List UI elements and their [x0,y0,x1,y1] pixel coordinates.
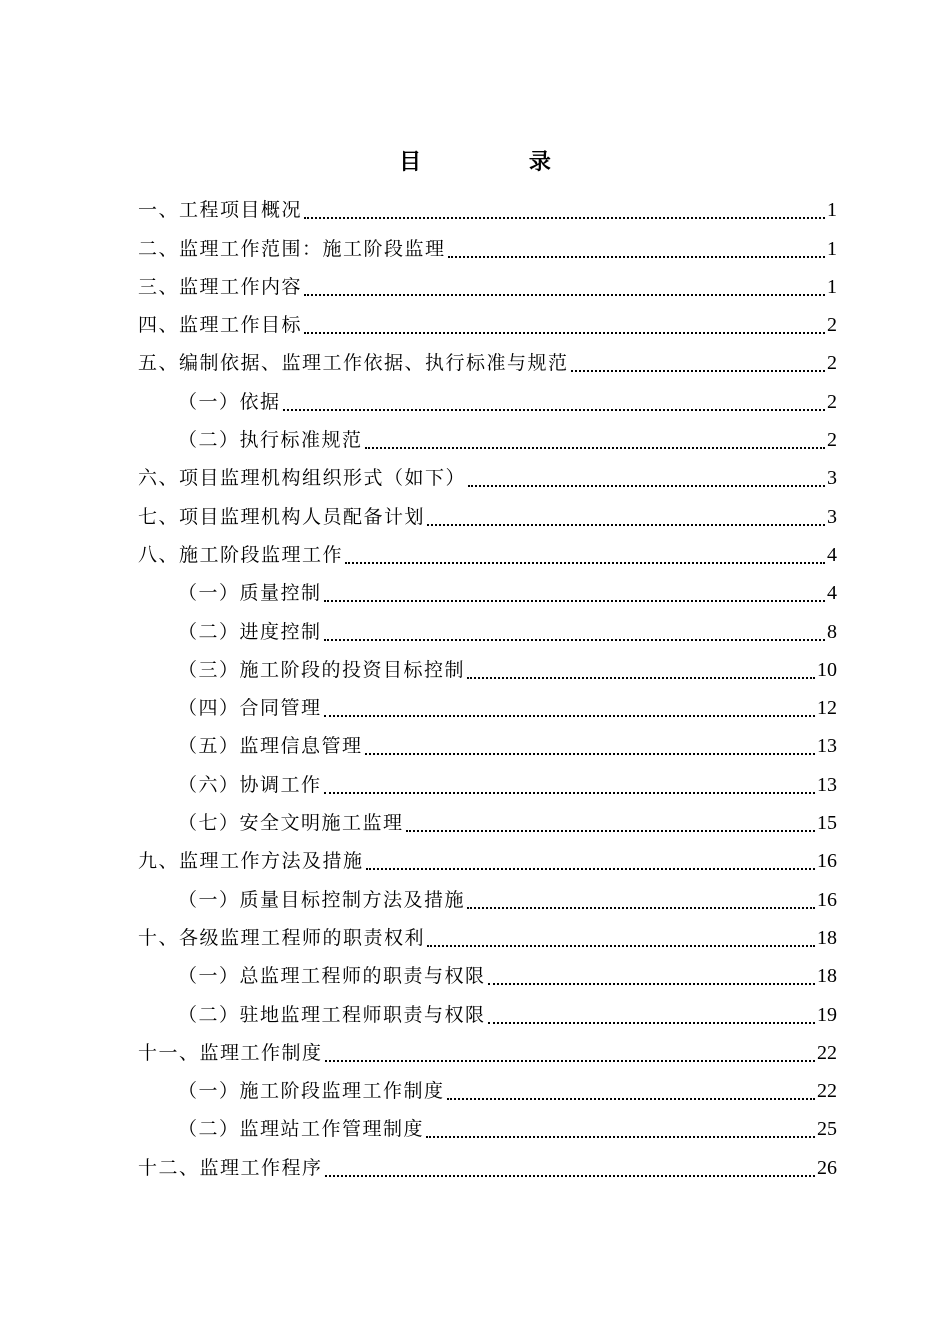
toc-entry-text: 一、工程项目概况 [138,199,303,222]
toc-entry-page: 10 [817,658,837,681]
toc-leader-dots [345,562,825,564]
toc-entry-page: 19 [817,1003,837,1026]
toc-entry-text: （四）合同管理 [178,697,322,720]
toc-entry-text: 十二、监理工作程序 [138,1156,323,1179]
toc-entry-text: （七）安全文明施工监理 [178,812,404,835]
toc-leader-dots [467,677,815,679]
toc-entry-text: （六）协调工作 [178,773,322,796]
toc-entry-text: 十、各级监理工程师的职责权利 [138,926,426,949]
toc-entry-page: 2 [827,314,837,337]
toc-entry-page: 13 [817,735,837,758]
toc-entry-page: 22 [817,1041,837,1064]
toc-entry-text: （二）驻地监理工程师职责与权限 [178,1003,486,1026]
toc-subentry[interactable] [138,574,837,612]
toc-subentry[interactable] [138,651,837,689]
toc-leader-dots [283,409,825,411]
toc-entry-text: （一）施工阶段监理工作制度 [178,1080,445,1103]
toc-entry-page: 18 [817,926,837,949]
toc-entry[interactable] [138,459,837,497]
toc-entry-text: （五）监理信息管理 [178,735,363,758]
toc-subentry[interactable] [138,421,837,459]
toc-entry-page: 16 [817,850,837,873]
toc-subentry[interactable] [138,957,837,995]
toc-leader-dots [304,217,825,219]
toc-entry-text: 六、项目监理机构组织形式（如下） [138,467,467,490]
toc-entry-text: 四、监理工作目标 [138,314,303,337]
toc-entry-text: （三）施工阶段的投资目标控制 [178,658,466,681]
toc-entry-text: 三、监理工作内容 [138,275,303,298]
toc-entry-page: 1 [827,237,837,260]
toc-entry-page: 8 [827,620,837,643]
toc-leader-dots [365,753,815,755]
toc-entry-page: 2 [827,352,837,375]
toc-entry[interactable] [138,344,837,382]
toc-entry-page: 2 [827,390,837,413]
toc-entry-page: 1 [827,199,837,222]
toc-leader-dots [447,1098,815,1100]
toc-entry-text: 五、编制依据、监理工作依据、执行标准与规范 [138,352,569,375]
toc-leader-dots [467,907,815,909]
toc-leader-dots [304,294,825,296]
toc-subentry[interactable] [138,804,837,842]
toc-subentry[interactable] [138,880,837,918]
toc-entry-text: 七、项目监理机构人员配备计划 [138,505,426,528]
toc-leader-dots [448,256,825,258]
toc-entry-text: 九、监理工作方法及措施 [138,850,364,873]
toc-subentry[interactable] [138,612,837,650]
toc-leader-dots [571,370,825,372]
toc-entry-page: 18 [817,965,837,988]
toc-entry-text: （一）质量目标控制方法及措施 [178,888,466,911]
toc-subentry[interactable] [138,1072,837,1110]
toc-entry[interactable] [138,191,837,229]
toc-entry-page: 4 [827,543,837,566]
toc-entry[interactable] [138,268,837,306]
toc-leader-dots [406,830,815,832]
toc-entry-page: 26 [817,1156,837,1179]
toc-subentry[interactable] [138,689,837,727]
toc-leader-dots [325,1175,815,1177]
toc-entry-text: 八、施工阶段监理工作 [138,543,344,566]
toc-entry-page: 16 [817,888,837,911]
toc-entry-page: 4 [827,582,837,605]
toc-leader-dots [304,332,825,334]
table-of-contents [138,191,837,1187]
toc-entry-page: 15 [817,812,837,835]
toc-leader-dots [427,524,825,526]
toc-entry-text: 二、监理工作范围：施工阶段监理 [138,237,446,260]
toc-leader-dots [366,868,815,870]
toc-entry-text: （一）总监理工程师的职责与权限 [178,965,486,988]
toc-entry-page: 22 [817,1080,837,1103]
toc-entry-text: （一）质量控制 [178,582,322,605]
toc-leader-dots [488,1022,815,1024]
toc-leader-dots [468,485,825,487]
toc-entry-text: （一）依据 [178,390,281,413]
toc-subentry[interactable] [138,727,837,765]
toc-entry-page: 3 [827,467,837,490]
toc-subentry[interactable] [138,995,837,1033]
toc-leader-dots [324,715,815,717]
toc-entry-text: （二）监理站工作管理制度 [178,1118,425,1141]
toc-entry[interactable] [138,1034,837,1072]
toc-entry[interactable] [138,1148,837,1186]
toc-leader-dots [324,792,815,794]
toc-leader-dots [488,983,815,985]
toc-entry-page: 25 [817,1118,837,1141]
toc-entry-text: 十一、监理工作制度 [138,1041,323,1064]
toc-subentry[interactable] [138,765,837,803]
toc-entry-text: （二）进度控制 [178,620,322,643]
toc-entry[interactable] [138,842,837,880]
toc-leader-dots [365,447,825,449]
toc-entry-page: 3 [827,505,837,528]
toc-leader-dots [324,639,825,641]
toc-entry-page: 1 [827,275,837,298]
toc-entry-page: 12 [817,697,837,720]
toc-entry-page: 2 [827,429,837,452]
toc-entry-page: 13 [817,773,837,796]
toc-leader-dots [427,945,815,947]
toc-entry-text: （二）执行标准规范 [178,429,363,452]
toc-entry[interactable] [138,919,837,957]
toc-subentry[interactable] [138,382,837,420]
toc-title: 目 录 [399,149,601,175]
toc-entry[interactable] [138,497,837,535]
toc-entry[interactable] [138,229,837,267]
toc-leader-dots [324,600,825,602]
toc-leader-dots [325,1060,815,1062]
toc-leader-dots [426,1136,815,1138]
toc-entry[interactable] [138,536,837,574]
toc-entry[interactable] [138,306,837,344]
toc-subentry[interactable] [138,1110,837,1148]
